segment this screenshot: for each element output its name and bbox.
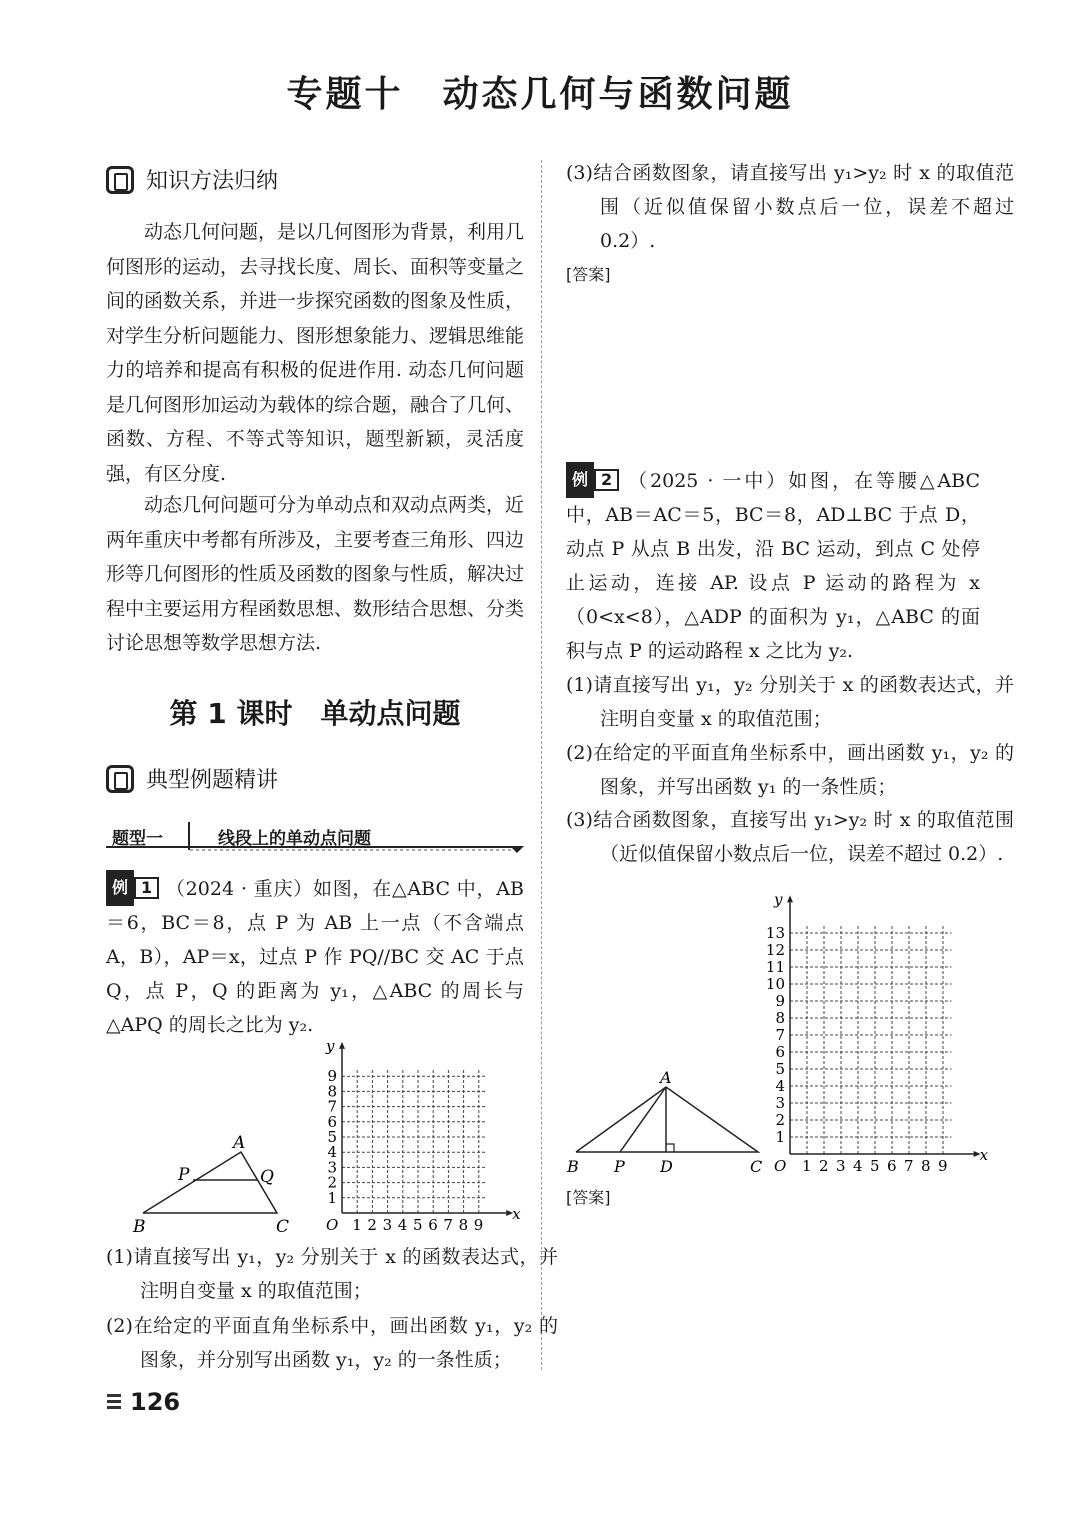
grid2-x-tick-label: 5 bbox=[870, 1157, 880, 1175]
grid2-y-tick-label: 11 bbox=[765, 958, 785, 976]
example1-answer-label: [答案] bbox=[566, 265, 611, 284]
grid2-x-tick-label: 6 bbox=[887, 1157, 897, 1175]
tixing-underline bbox=[106, 846, 526, 854]
grid2-x-tick-label: 4 bbox=[853, 1157, 863, 1175]
example2-question-3: (3)结合函数图象，直接写出 y₁>y₂ 时 x 的取值范围（近似值保留小数点后一位，误差不超过 0.2）. bbox=[566, 809, 1014, 865]
grid2-y-tick-label: 6 bbox=[775, 1043, 785, 1061]
grid1-x-tick-label: 8 bbox=[458, 1216, 469, 1234]
knowledge-paragraph-2: 动态几何问题可分为单动点和双动点两类，近两年重庆中考都有所涉及，主要考查三角形、四边形等几何图形的性质及函数的图象与性质，解决过程中主要运用方程函数思想、数形结合思想、分类讨论思想等数学思想方法. bbox=[106, 494, 525, 654]
knowledge-paragraph-1: 动态几何问题，是以几何图形为背景，利用几何图形的运动，去寻找长度、周长、面积等变量之间的函数关系，并进一步探究函数的图象及性质，对学生分析问题能力、图形想象能力、逻辑思维能力的培养和提高有积极的促进作用. 动态几何问题是几何图形加运动为载体的综合题，融合了几何、函数、方程、不等式等知识，题型新颖，灵活度强，有区分度. bbox=[106, 221, 525, 485]
grid1-x-tick-label: 2 bbox=[367, 1216, 377, 1234]
grid2-y-tick-label: 2 bbox=[775, 1111, 785, 1129]
knowledge-heading-text: 知识方法归纳 bbox=[146, 169, 279, 194]
column-divider bbox=[541, 160, 542, 1370]
fig2-label-D: D bbox=[660, 1157, 673, 1176]
fig2-label-B: B bbox=[567, 1157, 579, 1176]
example1-stem bbox=[106, 870, 524, 1042]
example1-question-2: (2)在给定的平面直角坐标系中，画出函数 y₁，y₂ 的图象，并分别写出函数 y₁，y₂ 的一条性质； bbox=[106, 1315, 558, 1371]
grid1-x-tick-label: 5 bbox=[413, 1216, 423, 1234]
grid1-y-tick-label: 9 bbox=[327, 1067, 337, 1086]
example2-coordinate-grid bbox=[765, 890, 989, 1177]
example2-answer-label: [答案] bbox=[566, 1188, 611, 1207]
fig1-label-P: P bbox=[178, 1165, 190, 1185]
grid2-y-tick-label: 1 bbox=[775, 1128, 785, 1146]
fig2-label-P: P bbox=[614, 1157, 625, 1176]
grid2-x-tick-label: 2 bbox=[819, 1157, 829, 1175]
grid2-y-tick-label: 13 bbox=[765, 924, 785, 942]
grid1-origin-label: O bbox=[326, 1216, 339, 1234]
grid1-y-arrow bbox=[339, 1042, 345, 1049]
fig1-label-A: A bbox=[233, 1133, 246, 1153]
grid2-y-tick-label: 3 bbox=[775, 1094, 785, 1112]
grid1-y-tick-label: 2 bbox=[327, 1173, 337, 1192]
tixing-label: 题型一 bbox=[112, 829, 163, 849]
example2-stem-text: （2025 · 一中）如图，在等腰△ABC 中，AB＝AC＝5，BC＝8，AD⊥BC 于点 D，动点 P 从点 B 出发，沿 BC 运动，到点 C 处停止运动，连接 AP. 设点 P 运动的路程为 x（0<x<8），△ADP 的面积为 y₁，△ABC 的面积与点 P 的运动路程 x 之比为 y₂. bbox=[566, 470, 980, 662]
grid2-y-tick-label: 5 bbox=[775, 1060, 785, 1078]
fig1-label-C: C bbox=[276, 1217, 290, 1237]
grid1-x-tick-label: 9 bbox=[473, 1216, 484, 1234]
grid1-x-tick-label: 6 bbox=[428, 1216, 438, 1234]
example2-question-1: (1)请直接写出 y₁，y₂ 分别关于 x 的函数表达式，并注明自变量 x 的取值范围； bbox=[566, 674, 1014, 730]
fig1-label-Q: Q bbox=[260, 1167, 274, 1187]
example2-stem bbox=[566, 462, 980, 668]
grid2-y-axis-label: y bbox=[774, 890, 783, 909]
fig1-label-B: B bbox=[133, 1217, 146, 1237]
grid2-y-tick-label: 9 bbox=[775, 992, 785, 1010]
grid2-x-tick-label: 9 bbox=[938, 1157, 948, 1175]
example1-question-3: (3)结合函数图象，请直接写出 y₁>y₂ 时 x 的取值范围（近似值保留小数点后一位，误差不超过 0.2）. bbox=[566, 162, 1014, 252]
knowledge-section-heading bbox=[106, 164, 278, 195]
example2-triangle-figure bbox=[562, 1065, 772, 1180]
grid1-y-tick-label: 6 bbox=[327, 1112, 337, 1131]
grid2-x-tick-label: 8 bbox=[921, 1157, 931, 1175]
grid2-y-arrow bbox=[787, 895, 793, 902]
lesson-title: 第 1 课时 单动点问题 bbox=[169, 697, 461, 730]
grid2-y-tick-label: 12 bbox=[765, 941, 785, 959]
grid1-y-tick-label: 3 bbox=[327, 1158, 337, 1177]
grid1-y-axis-label: y bbox=[326, 1036, 335, 1055]
grid1-y-tick-label: 1 bbox=[327, 1188, 337, 1207]
grid2-x-tick-label: 3 bbox=[836, 1157, 846, 1175]
grid2-x-tick-label: 1 bbox=[802, 1157, 812, 1175]
grid2-y-tick-label: 7 bbox=[775, 1026, 785, 1044]
grid2-y-tick-label: 10 bbox=[765, 975, 785, 993]
example2-question-2: (2)在给定的平面直角坐标系中，画出函数 y₁，y₂ 的图象，并写出函数 y₁ 的一条性质； bbox=[566, 742, 1014, 798]
grid2-origin-label: O bbox=[774, 1157, 787, 1175]
examples-icon bbox=[106, 765, 134, 793]
grid2-x-axis-label: x bbox=[979, 1146, 989, 1164]
grid1-x-tick-label: 1 bbox=[352, 1216, 362, 1234]
grid1-x-axis-label: x bbox=[512, 1205, 521, 1223]
grid2-x-tick-label: 7 bbox=[904, 1157, 914, 1175]
grid1-y-tick-label: 5 bbox=[327, 1128, 337, 1146]
fig2-label-C: C bbox=[750, 1157, 763, 1176]
example1-question-1: (1)请直接写出 y₁，y₂ 分别关于 x 的函数表达式，并注明自变量 x 的取值范围； bbox=[106, 1246, 558, 1302]
example1-coordinate-grid bbox=[320, 1035, 520, 1240]
grid2-y-tick-label: 4 bbox=[775, 1077, 785, 1095]
grid1-x-tick-label: 7 bbox=[443, 1216, 453, 1234]
knowledge-icon bbox=[106, 166, 134, 194]
fig2-label-A: A bbox=[660, 1068, 672, 1087]
grid1-y-tick-label: 7 bbox=[327, 1097, 337, 1116]
example1-badge: 例 1 bbox=[106, 870, 159, 906]
example2-badge: 例 2 bbox=[566, 462, 619, 498]
page-title: 专题十 动态几何与函数问题 bbox=[286, 74, 794, 115]
grid2-y-tick-label: 8 bbox=[775, 1009, 785, 1027]
example1-triangle-figure bbox=[125, 1130, 300, 1240]
examples-section-heading bbox=[106, 763, 278, 794]
tixing-bar bbox=[106, 822, 526, 852]
tixing-title: 线段上的单动点问题 bbox=[218, 829, 371, 849]
page-number: 126 bbox=[130, 1388, 181, 1416]
page-number-decor-icon bbox=[106, 1393, 122, 1411]
example1-stem-text: （2024 · 重庆）如图，在△ABC 中，AB＝6，BC＝8，点 P 为 AB 上一点（不含端点 A，B），AP＝x，过点 P 作 PQ//BC 交 AC 于点 Q，点 P，Q 的距离为 y₁，△ABC 的周长与△APQ 的周长之比为 y₂. bbox=[106, 878, 524, 1036]
page-number-block bbox=[106, 1388, 180, 1416]
examples-heading-text: 典型例题精讲 bbox=[146, 768, 279, 793]
grid1-x-tick-label: 3 bbox=[382, 1216, 393, 1234]
grid1-x-tick-label: 4 bbox=[397, 1216, 408, 1234]
grid1-y-tick-label: 8 bbox=[327, 1082, 337, 1101]
grid1-y-tick-label: 4 bbox=[327, 1143, 337, 1162]
